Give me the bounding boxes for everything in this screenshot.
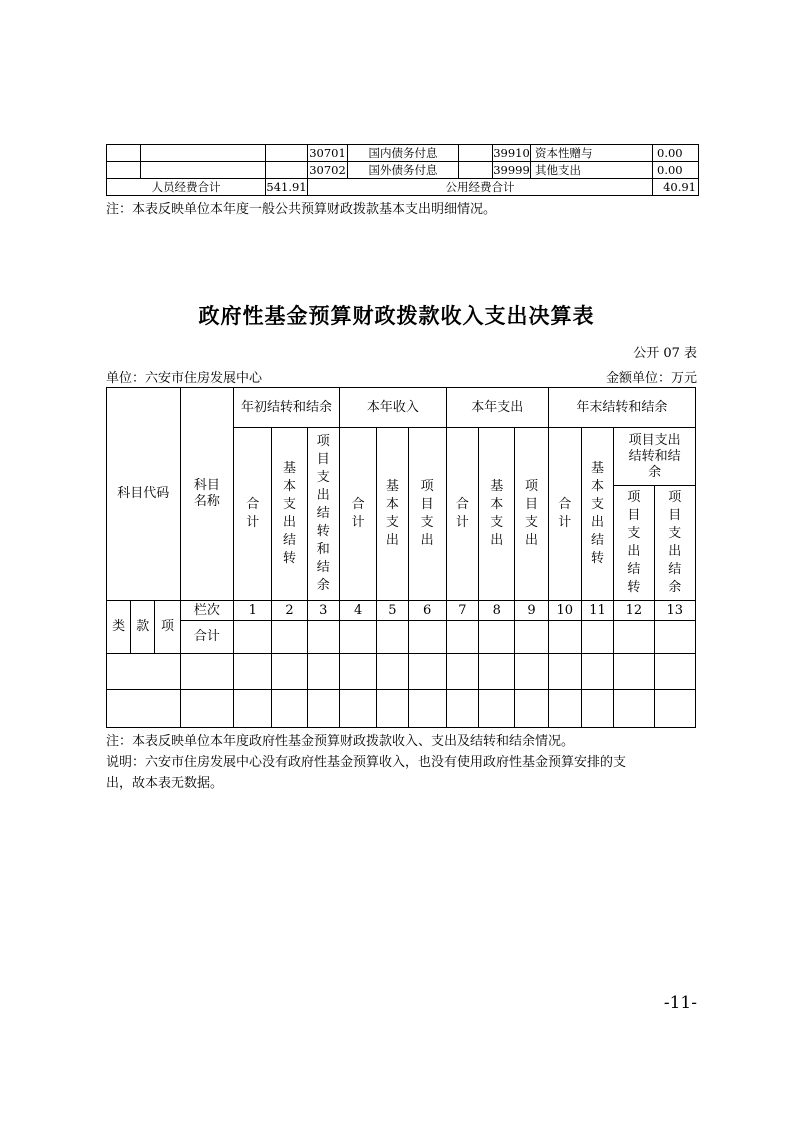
column-no-label: 栏次 — [180, 601, 233, 621]
header-row — [107, 388, 696, 428]
column-number-row — [107, 601, 696, 621]
column-number: 6 — [408, 601, 446, 621]
note-line: 出，故本表无数据。 — [106, 776, 224, 791]
basic-carry-header: 基本支出结转 — [272, 428, 307, 601]
econ-code: 30702 — [309, 163, 346, 177]
current-income-header: 本年收入 — [339, 388, 446, 428]
personnel-total-label: 人员经费合计 — [107, 179, 266, 196]
expense-detail-table — [106, 144, 699, 196]
column-number: 9 — [515, 601, 548, 621]
basic-expense-header: 基本支出 — [479, 428, 515, 601]
column-number: 7 — [446, 601, 478, 621]
column-number: 3 — [307, 601, 339, 621]
total-header: 合计 — [446, 428, 478, 601]
project-balance-header: 项目支出结余 — [654, 486, 696, 601]
page-title: 政府性基金预算财政拨款收入支出决算表 — [198, 303, 595, 328]
table-row — [107, 179, 699, 196]
total-header: 合计 — [548, 428, 581, 601]
project-carry-balance-header: 项目支出结转和结余 — [307, 428, 339, 601]
form-number: 公开 07 表 — [633, 346, 697, 361]
currency-unit: 金额单位：万元 — [605, 371, 697, 386]
unit-label: 单位：六安市住房发展中心 — [106, 371, 263, 386]
note-line: 说明：六安市住房发展中心没有政府性基金预算收入，也没有使用政府性基金预算安排的支 — [106, 755, 627, 770]
fund-budget-table — [106, 387, 696, 728]
top-note: 注：本表反映单位本年度一般公共预算财政拨款基本支出明细情况。 — [106, 202, 497, 217]
sum-row — [107, 621, 696, 654]
econ-name-2: 其他支出 — [531, 162, 653, 179]
econ-code-2: 39910 — [493, 146, 530, 160]
table-row — [107, 162, 699, 179]
notes-block — [106, 731, 706, 794]
column-number: 13 — [654, 601, 696, 621]
amount-cell: 0.00 — [653, 162, 699, 179]
column-number: 11 — [581, 601, 613, 621]
project-expense-header: 项目支出 — [408, 428, 446, 601]
basic-expense-header: 基本支出 — [377, 428, 408, 601]
column-number: 8 — [479, 601, 515, 621]
xiang-header: 项 — [155, 601, 180, 654]
column-number: 5 — [377, 601, 408, 621]
sum-row-label: 合计 — [180, 621, 233, 654]
table-row — [107, 690, 696, 728]
column-number: 12 — [614, 601, 654, 621]
personnel-total-value: 541.91 — [266, 180, 307, 194]
public-total-label: 公用经费合计 — [308, 179, 653, 196]
project-expense-header: 项目支出 — [515, 428, 548, 601]
table-row — [107, 145, 699, 162]
econ-name: 国外债务付息 — [348, 162, 459, 179]
econ-code: 30701 — [309, 146, 346, 160]
amount-cell: 0.00 — [653, 145, 699, 162]
basic-carry-header: 基本支出结转 — [581, 428, 613, 601]
page-number: -11- — [663, 993, 697, 1013]
econ-code-2: 39999 — [493, 163, 530, 177]
econ-name-2: 资本性赠与 — [531, 145, 653, 162]
column-number: 4 — [339, 601, 376, 621]
total-header: 合计 — [339, 428, 376, 601]
project-carry-group-header: 项目支出结转和结余 — [614, 428, 696, 486]
lei-header: 类 — [107, 601, 131, 654]
kuan-header: 款 — [131, 601, 155, 654]
column-number: 1 — [234, 601, 272, 621]
opening-balance-header: 年初结转和结余 — [234, 388, 340, 428]
project-carry-header: 项目支出结转 — [614, 486, 654, 601]
column-number: 10 — [548, 601, 581, 621]
econ-name: 国内债务付息 — [348, 145, 459, 162]
subject-name-header: 科目名称 — [180, 388, 233, 601]
note-line: 注：本表反映单位本年度政府性基金预算财政拨款收入、支出及结转和结余情况。 — [106, 734, 575, 749]
subject-code-header: 科目代码 — [107, 388, 181, 601]
public-total-value: 40.91 — [653, 179, 699, 196]
total-header: 合计 — [234, 428, 272, 601]
closing-balance-header: 年末结转和结余 — [548, 388, 695, 428]
current-expense-header: 本年支出 — [446, 388, 548, 428]
table-row — [107, 654, 696, 690]
column-number: 2 — [272, 601, 307, 621]
